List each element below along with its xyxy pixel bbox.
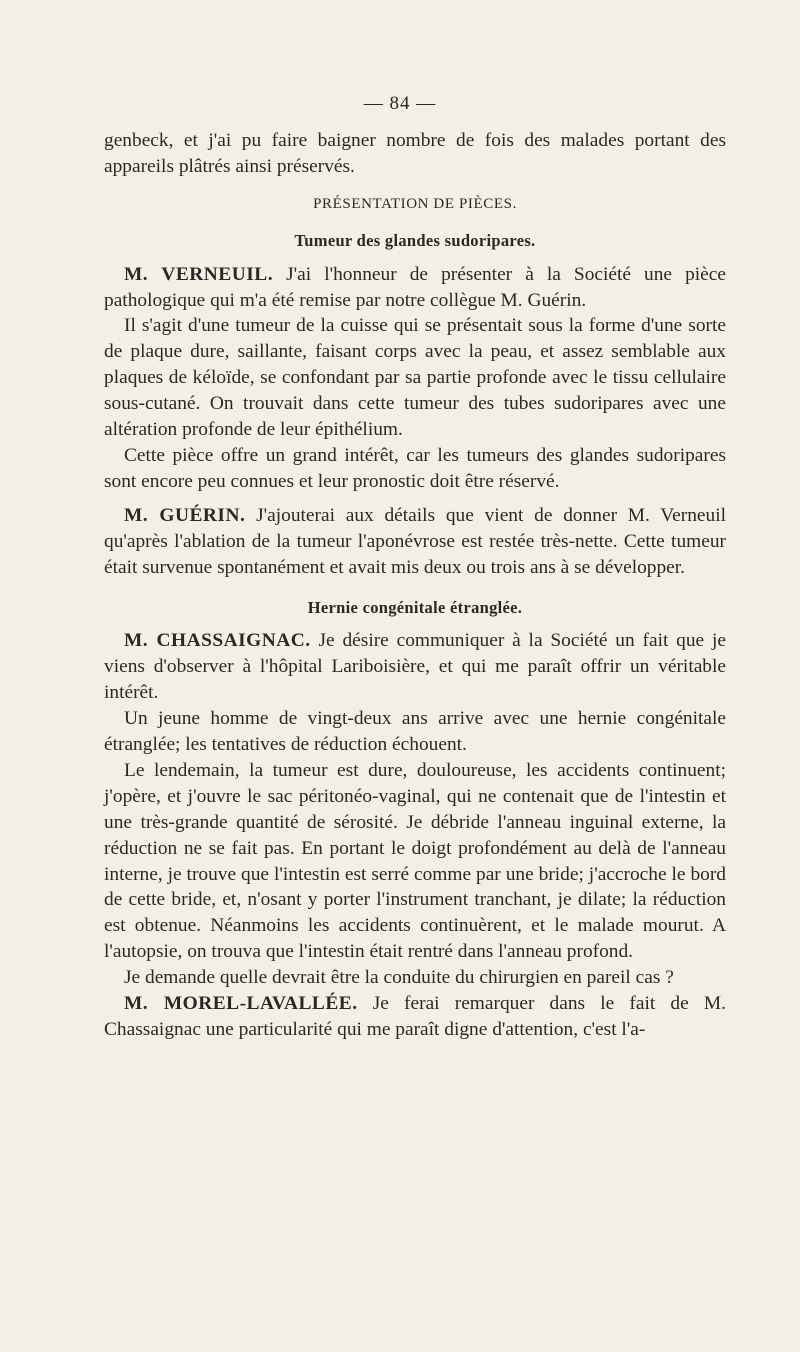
body-text	[104, 128, 726, 1043]
paragraph: Un jeune homme de vingt-deux ans arrive avec une hernie congénitale étranglée; les tentatives de réduction échouent.	[104, 708, 726, 756]
spacer	[104, 495, 726, 503]
speaker-name: M. VERNEUIL.	[124, 263, 274, 285]
speaker-name: M. MOREL-LAVALLÉE.	[124, 993, 358, 1015]
speech-text: Je ferai remarquer dans le fait de M. Chassaignac une particularité qui me paraît digne d'attention, c'est l'a-	[104, 993, 726, 1040]
speech-text: Je désire communiquer à la Société un fait que je viens d'observer à l'hôpital Lariboisière, et qui me paraît offrir un véritable intérêt.	[104, 630, 726, 704]
subheading: Hernie congénitale étranglée.	[307, 597, 523, 617]
speaker-name: M. GUÉRIN.	[124, 504, 246, 526]
page-number: — 84 —	[363, 93, 437, 114]
speech-paragraph	[104, 262, 726, 314]
paragraph: Le lendemain, la tumeur est dure, douloureuse, les accidents continuent; j'opère, et j'ouvre le sac péritonéo-vaginal, qui ne contenait que de l'intestin et une très-grande quantité de sérosité. Je débride l'anneau inguinal externe, la réduction ne se fait pas. En portant le doigt profondément au delà de l'anneau interne, je trouve que l'intestin est serré comme par une bride; j'accroche le bord de cette bride, et, n'osant y porter l'instrument tranchant, je dilate; la réduction est obtenue. Néanmoins les accidents continuèrent, et le malade mourut. A l'autopsie, on trouva que l'intestin était rentré dans l'anneau profond.	[104, 759, 726, 963]
paragraph: Il s'agit d'une tumeur de la cuisse qui se présentait sous la forme d'une sorte de plaque dure, saillante, faisant corps avec la peau, et assez semblable aux plaques de kéloïde, se confondant par sa partie profonde avec le tissu cellulaire sous-cutané. On trouvait dans cette tumeur des tubes sudoripares avec une altération profonde de leur épithélium.	[104, 315, 726, 441]
paragraph: Je demande quelle devrait être la conduite du chirurgien en pareil cas ?	[124, 967, 674, 989]
speaker-name: M. CHASSAIGNAC.	[124, 630, 311, 652]
paragraph: Cette pièce offre un grand intérêt, car les tumeurs des glandes sudoripares sont encore peu connues et leur pronostic doit être réservé.	[104, 444, 726, 492]
spacer	[104, 581, 726, 589]
section-heading: PRÉSENTATION DE PIÈCES.	[313, 195, 517, 212]
speech-paragraph	[104, 503, 726, 581]
speech-text: J'ai l'honneur de présenter à la Société une pièce pathologique qui m'a été remise par notre collègue M. Guérin.	[104, 263, 726, 311]
paragraph: genbeck, et j'ai pu faire baigner nombre de fois des malades portant des appareils plâtrés ainsi préservés.	[104, 130, 726, 177]
subheading: Tumeur des glandes sudoripares.	[294, 230, 536, 250]
speech-paragraph	[104, 628, 726, 706]
speech-text: J'ajouterai aux détails que vient de donner M. Verneuil qu'après l'ablation de la tumeur l'aponévrose est restée très-nette. Cette tumeur était survenue spontanément et avait mis deux ou trois ans à se développer.	[104, 504, 726, 578]
speech-paragraph	[104, 991, 726, 1043]
